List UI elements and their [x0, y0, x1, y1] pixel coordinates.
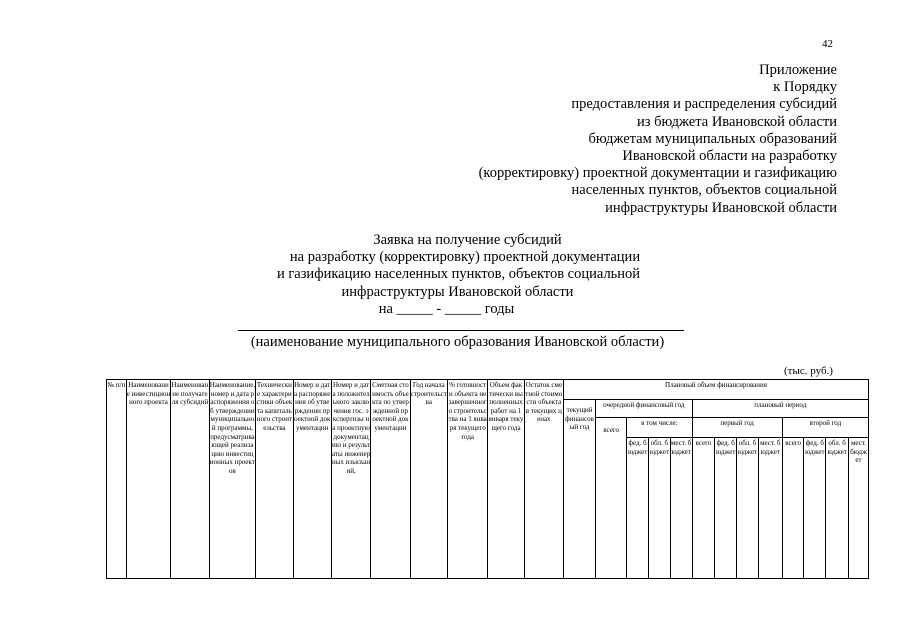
- col-header-design-approval: Номер и дата распоряжения об утверждении проектной документации: [293, 380, 331, 579]
- col-header-remaining-cost: Остаток сметной стоимости объекта в текущих ценах: [524, 380, 563, 579]
- col-header-number: № п/п: [107, 380, 127, 579]
- second-year-mest: мест. бюджет: [849, 438, 869, 579]
- municipality-caption-wrap: [0, 334, 905, 351]
- appendix-line: к Порядку: [773, 79, 837, 96]
- next-year-total: всего: [596, 418, 627, 579]
- col-header-program-order: Наименование, номер и дата распоряжения об утверждении муниципальной программы, предусматривающей реализацию инвестиционных проектов: [209, 380, 256, 579]
- col-header-tech-specs: Технические характеристики объекта капитального строительства: [256, 380, 293, 579]
- title-line: и газификацию населенных пунктов, объектов социальной: [276, 266, 641, 283]
- col-header-expertise: Номер и дата положительного заключения гос. экспертизы на проектную документацию и результаты инженерных изысканий,: [331, 380, 370, 579]
- municipality-caption: (наименование муниципального образования Ивановской области): [250, 334, 665, 350]
- title-line: на _____ - _____ годы: [378, 300, 515, 317]
- title-line: Заявка на получение субсидий: [373, 232, 562, 248]
- second-year-obl: обл. бюджет: [826, 438, 849, 579]
- appendix-line: Ивановской области на разработку: [622, 148, 837, 165]
- appendix-line: Приложение: [759, 62, 837, 78]
- planning-period-header: плановый период: [692, 400, 868, 418]
- appendix-line: населенных пунктов, объектов социальной: [571, 182, 837, 199]
- col-header-work-done: Объем фактически выполненных работ на 1 января текущего года: [488, 380, 524, 579]
- title-line: инфраструктуры Ивановской области: [341, 283, 574, 300]
- appendix-line: инфраструктуры Ивановской области: [605, 199, 837, 216]
- appendix-line: предоставления и распределения субсидий: [571, 96, 837, 113]
- next-year-fed: фед. бюджет: [627, 438, 649, 579]
- first-year-fed: фед. бюджет: [715, 438, 737, 579]
- col-header-project-name: Наименование инвестиционного проекта: [126, 380, 171, 579]
- application-table: [106, 379, 869, 579]
- next-year-including: в том числе:: [627, 418, 692, 438]
- second-year-header: второй год: [782, 418, 868, 438]
- second-year-total: всего: [782, 438, 804, 579]
- plan-header: Плановый объем финансирования: [564, 380, 869, 400]
- municipality-underline: [238, 330, 684, 331]
- appendix-line: бюджетам муниципальных образований: [588, 130, 837, 147]
- current-year-header: текущий финансовый год: [564, 400, 596, 579]
- next-year-header: очередной финансовый год: [596, 400, 692, 418]
- page-number: 42: [822, 38, 833, 50]
- first-year-header: первый год: [692, 418, 782, 438]
- col-header-recipient: Наименование получателя субсидий: [171, 380, 209, 579]
- first-year-mest: мест. бюджет: [758, 438, 782, 579]
- units-label: (тыс. руб.): [784, 365, 833, 377]
- next-year-obl: обл. бюджет: [649, 438, 671, 579]
- col-header-readiness: % готовности объекта незавершенного строительства на 1 января текущего года: [447, 380, 487, 579]
- appendix-line: (корректировку) проектной документации и газификацию: [478, 165, 837, 182]
- first-year-total: всего: [692, 438, 715, 579]
- second-year-fed: фед. бюджет: [804, 438, 826, 579]
- appendix-line: из бюджета Ивановской области: [637, 113, 837, 130]
- next-year-mest: мест. бюджет: [670, 438, 692, 579]
- col-header-start-year: Год начала строительства: [410, 380, 447, 579]
- appendix-header: [479, 62, 837, 217]
- first-year-obl: обл. бюджет: [737, 438, 759, 579]
- col-header-estimated-cost: Сметная стоимость объекта по утвержденной проектной документации: [371, 380, 410, 579]
- document-title: [0, 232, 905, 318]
- title-line: на разработку (корректировку) проектной документации: [289, 249, 641, 266]
